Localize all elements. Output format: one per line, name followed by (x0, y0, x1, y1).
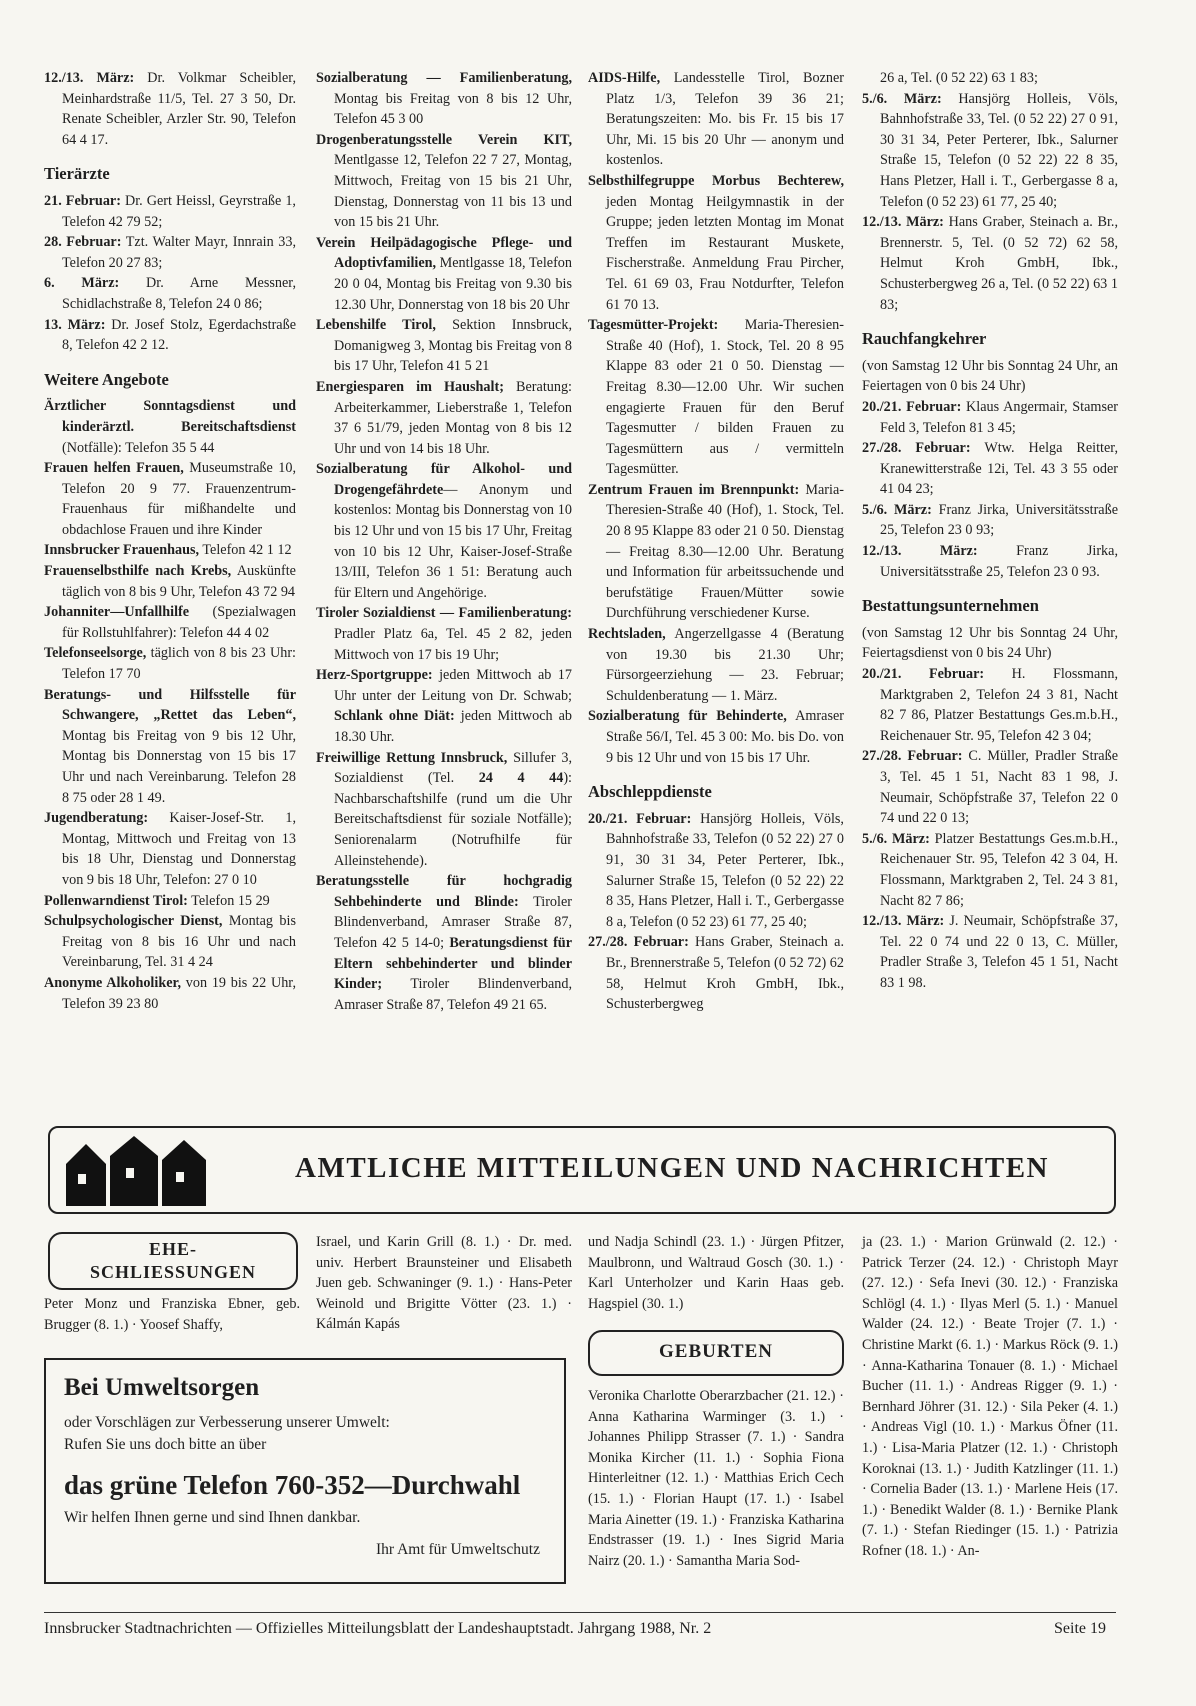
entry (862, 212, 1118, 315)
entry (44, 685, 296, 809)
entry-text: Dr. Gert Heissl, Geyrstraße 1, Telefon 42 79 52; (62, 192, 296, 230)
entry (44, 191, 296, 232)
entry-date: 5./6. März: (862, 90, 942, 107)
entry (862, 664, 1118, 746)
entry-name: Pollenwarndienst Tirol: (44, 892, 188, 909)
entry (44, 561, 296, 602)
marriages-label-line2: SCHLIESSUNGEN (89, 1262, 257, 1282)
entry-text: Hansjörg Holleis, Völs, Bahnhofstraße 33, Tel. (0 52 22) 27 0 91, 30 31 34, Peter Perterer, Ibk., Salurner Straße 15, Telefon (0 52 22) 22 8 35, Hans Pletzer, Hall i. T., Gerbergasse 8 a, Telefon (0 52 23) 61 77, 25 40; (880, 90, 1118, 210)
entry (316, 603, 572, 665)
entry (862, 397, 1118, 438)
entry-date: 12./13. März: (44, 70, 135, 86)
entry-name: Ärztlicher Sonntagsdienst und kinderärztl. Bereitschaftsdienst (44, 398, 296, 435)
entry (44, 602, 296, 643)
footer-divider (44, 1612, 1116, 1613)
entry (588, 809, 844, 933)
town-houses-icon (64, 1134, 234, 1208)
column-4 (862, 68, 1118, 994)
entry (44, 315, 296, 356)
entry (588, 706, 844, 768)
entry (44, 808, 296, 890)
entry-text: Maria-Theresien-Straße 40 (Hof), 1. Stock, Tel. 20 8 95 Klappe 83 oder 21 0 50. Dienstag — Freitag 8.30—12.00 Uhr. Beratung und Information für arbeitssuchende und berufstätige Frauen/Mütter sowie Durchführung verschiedener Kurse. (606, 481, 844, 622)
entry-name: Drogenberatungsstelle Verein KIT, (316, 131, 572, 148)
entry (588, 624, 844, 706)
entry (44, 273, 296, 314)
entry-name: Zentrum Frauen im Brennpunkt: (588, 481, 800, 498)
entry (44, 540, 296, 561)
footer-publication: Innsbrucker Stadtnachrichten — Offizielles Mitteilungsblatt der Landeshauptstadt. Jahrgang 1988, Nr. 2 (44, 1620, 712, 1637)
column-2 (316, 68, 572, 1015)
entry-date: 12./13. März: (862, 913, 945, 930)
entry (316, 233, 572, 315)
entry-date: 20./21. Februar: (862, 398, 962, 415)
entry (44, 232, 296, 273)
entry-date: 28. Februar: (44, 234, 122, 251)
entry-date: 20./21. Februar: (588, 810, 692, 827)
entry-name: Schulpsychologischer Dienst, (44, 913, 223, 930)
marriages-text-cont-2: und Nadja Schindl (23. 1.) · Jürgen Pfitzer, Maulbronn, und Waltraud Gosch (30. 1.) · Karl Unterholzer und Karin Haas geb. Hagspiel (30. 1.) (588, 1234, 844, 1312)
entry (588, 315, 844, 480)
entry-name: AIDS-Hilfe, (588, 70, 661, 86)
entry-name: Frauen helfen Frauen, (44, 460, 184, 477)
entry (44, 643, 296, 684)
entry-text: jeden Mittwoch ab 17 Uhr unter der Leitung von Dr. Schwab; (334, 667, 572, 704)
entry-date: 12./13. März: (862, 214, 944, 231)
entry (862, 746, 1118, 828)
entry-continuation: 26 a, Tel. (0 52 22) 63 1 83; (880, 70, 1038, 86)
entry-name: Tagesmütter-Projekt: (588, 317, 719, 334)
entry-text: Wtw. Helga Reitter, Kranewitterstraße 12i, Tel. 43 3 55 oder 41 04 23; (880, 440, 1118, 498)
births-text-cont: ja (23. 1.) · Marion Grünwald (2. 12.) · Patrick Terzer (24. 12.) · Christoph Mayr (27. 12.) · Sefa Inevi (30. 12.) · Franziska Schlögl (4. 1.) · Ilyas Merl (5. 1.) · Manuel Walder (24. 12.) · Beate Trojer (7. 1.) · Christine Markt (6. 1.) · Markus Röck (9. 1.) · Anna-Katharina Tonauer (8. 1.) · Michael Bucher (11. 1.) · Andreas Rigger (9. 1.) · Bernhard Jöhrer (31. 12.) · Sila Peker (4. 1.) · Andreas Vigl (10. 1.) · Markus Öfner (11. 1.) · Lisa-Maria Platzer (12. 1.) · Christoph Koroknai (13. 1.) · Judith Katzlinger (11. 1.) · Cornelia Bader (13. 1.) · Marlene Heis (17. 1.) · Benedikt Walder (8. 1.) · Bernike Plank (7. 1.) · Stefan Riedinger (15. 1.) · Patrizia Rofner (18. 1.) · An- (862, 1234, 1118, 1559)
entry-text: jeden Mittwoch ab 18.30 Uhr. (334, 708, 572, 745)
entry-date: 13. März: (44, 316, 106, 333)
entry-text: Franz Jirka, Universitätsstraße 25, Telefon 23 0 93; (880, 501, 1118, 539)
entry-text: Montag bis Freitag von 8 bis 16 Uhr und nach Vereinbarung, Tel. 31 4 24 (62, 913, 296, 971)
entry-text: Landesstelle Tirol, Bozner Platz 1/3, Telefon 39 36 21; Beratungszeiten: Mo. bis Fr. 15 bis 17 Uhr, Mi. 15 bis 20 Uhr — anonym und kostenlos. (606, 70, 844, 169)
marriages-text: Peter Monz und Franziska Ebner, geb. Brugger (8. 1.) · Yoosef Shaffy, (44, 1296, 300, 1333)
entry-text: Sillufer 3, Sozialdienst (Tel. (334, 749, 572, 787)
entry-text: Telefon 42 1 12 (199, 542, 292, 559)
entry-name: Sozialberatung für Behinderte, (588, 708, 787, 725)
entry-name: Lebenshilfe Tirol, (316, 317, 436, 334)
births-text: Veronika Charlotte Oberarzbacher (21. 12.) · Anna Katharina Warminger (3. 1.) · Johannes Philipp Strasser (7. 1.) · Sandra Monika Kircher (11. 1.) · Sophia Fiona Hinterleitner (12. 1.) · Matthias Erich Cech (15. 1.) · Florian Haupt (17. 1.) · Isabel Maria Ainetter (19. 1.) · Franziska Katharina Endstrasser (19. 1.) · Ines Sigrid Maria Nairz (20. 1.) · Samantha Maria Sod- (588, 1388, 844, 1569)
entry (44, 68, 296, 150)
entry-text: Tzt. Walter Mayr, Innrain 33, Telefon 20 27 83; (62, 234, 296, 271)
entry-text: Hans Graber, Steinach a. Br., Brennerstr. 5, Tel. (0 52 72) 62 58, Helmut Kroh GmbH, Ibk., Schusterbergweg 26 a, Tel. (0 52 22) 63 1 83; (880, 214, 1119, 313)
entry (862, 438, 1118, 500)
entry-text: Montag bis Freitag von 8 bis 12 Uhr, Telefon 45 3 00 (334, 90, 572, 128)
entry-name: Johanniter—Unfallhilfe (44, 604, 190, 621)
environment-heading: Bei Umweltsorgen (64, 1374, 260, 1401)
marriages-text-cont: Israel, und Karin Grill (8. 1.) · Dr. med. univ. Herbert Braunsteiner und Elisabeth Juen geb. Schwaninger (9. 1.) · Hans-Peter Weinold und Brigitte Vötter (23. 1.) · Kálmán Kapás (316, 1234, 572, 1333)
environment-notice-box (44, 1358, 566, 1584)
environment-line-3: Wir helfen Ihnen gerne und sind Ihnen dankbar. (64, 1509, 361, 1526)
entry-date: 6. März: (44, 275, 120, 292)
entry-date: 12./13. März: (862, 543, 978, 560)
section-heading-rauchfangkehrer: Rauchfangkehrer (862, 329, 987, 349)
entry-name: Energiesparen im Haushalt; (316, 378, 504, 395)
entry-text: (Spezialwagen für Rollstuhlfahrer): Telefon 44 4 02 (62, 604, 296, 641)
entry-text: Museumstraße 10, Telefon 20 9 77. Frauenzentrum-Frauenhaus für mißhandelte und obdachlose Frauen und ihre Kinder (62, 460, 296, 538)
section-heading-weitere: Weitere Angebote (44, 369, 169, 389)
section-heading-bestattung: Bestattungsunternehmen (862, 596, 1039, 616)
entry-text: Pradler Platz 6a, Tel. 45 2 82, jeden Mittwoch von 17 bis 19 Uhr; (334, 626, 572, 663)
entry (316, 68, 572, 130)
entry (862, 89, 1118, 213)
entry-date: 27./28. Februar: (588, 934, 689, 951)
entry-text: ): Nachbarschaftshilfe (rund um die Uhr Bereitschaftsdienst für soziale Notfälle); Seniorenalarm (Notrufhilfe für Alleinstehende). (334, 770, 572, 869)
entry-name: Beratungsstelle für hochgradig Sehbehinderte und Blinde: (316, 873, 572, 910)
section-heading-abschlepp: Abschleppdienste (588, 782, 712, 802)
entry-text: Amraser Straße 56/I, Tel. 45 3 00: Mo. bis Do. von 9 bis 12 Uhr und von 15 bis 17 Uhr. (606, 708, 844, 766)
entry-text: Telefon 15 29 (187, 892, 270, 909)
entry-text: Tiroler Blindenverband, Amraser Straße 87, Telefon 42 5 14-0; (334, 893, 572, 951)
banner-title: AMTLICHE MITTEILUNGEN UND NACHRICHTEN (295, 1152, 1049, 1184)
entry-text: — Anonym und kostenlos: Montag bis Donnerstag von 10 bis 12 Uhr und von 15 bis 17 Uhr, Freitag von 10 bis 12 Uhr, Kaiser-Josef-Straße 13/III, Telefon 36 1 51: Beratung auch für Eltern und Angehörige. (334, 481, 572, 601)
entry-text: Auskünfte täglich von 8 bis 9 Uhr, Telefon 43 72 94 (62, 563, 296, 600)
entry-text: Tiroler Blindenverband, Amraser Straße 87, Telefon 49 21 65. (334, 976, 572, 1013)
entry (862, 829, 1118, 911)
entry-text: H. Flossmann, Marktgraben 2, Telefon 24 3 81, Nacht 82 7 86, Platzer Bestattungs Ges.m.b.H., Reichenauer Str. 95, Telefon 42 3 04; (880, 666, 1118, 744)
entry-text: Beratung: Arbeiterkammer, Lieberstraße 1, Telefon 37 6 51/79, jeden Montag von 8 bis 12 Uhr und von 14 bis 18 Uhr. (334, 378, 572, 457)
entry-text: Sektion Innsbruck, Domanigweg 3, Montag bis Freitag von 8 bis 17 Uhr, Telefon 41 5 21 (334, 317, 572, 375)
entry (588, 932, 844, 1014)
entry-text: Dr. Volkmar Scheibler, Meinhardstraße 11/5, Tel. 27 3 50, Dr. Renate Scheibler, Arzler Str. 90, Telefon 64 4 17. (62, 70, 296, 148)
entry-name: Sozialberatung — Familienberatung, (316, 70, 572, 86)
entry-date: 20./21. Februar: (862, 666, 985, 683)
entry-text: Hans Graber, Steinach a. Br., Brennerstraße 5, Telefon (0 52 72) 62 58, Helmut Kroh GmbH, Ibk., Schusterbergweg (606, 934, 844, 1013)
entry (44, 911, 296, 973)
entry-text: Klaus Angermair, Stamser Feld 3, Telefon 81 3 45; (880, 398, 1118, 436)
entry-text: J. Neumair, Schöpfstraße 37, Tel. 22 0 74 und 22 0 13, C. Müller, Pradler Straße 3, Telefon 45 1 51, Nacht 83 1 98. (880, 913, 1118, 991)
entry-text: Maria-Theresien-Straße 40 (Hof), 1. Stock, Tel. 20 8 95 Klappe 83 oder 21 0 50. Dienstag — Freitag 8.30—12.00 Uhr. Wir suchen engagierte Frauen für den Beruf Tagesmutter / bilden Frauen zu Tagesmüttern aus / vermitteln Tagesmütter. (606, 317, 844, 478)
entry-name: Innsbrucker Frauenhaus, (44, 542, 200, 559)
entry-date: 21. Februar: (44, 192, 121, 209)
entry-text: Mentlgasse 18, Telefon 20 0 04, Montag bis Freitag von 9.30 bis 12.30 Uhr, Donnerstag von 18 bis 20 Uhr (334, 255, 572, 313)
entry-text: Kaiser-Josef-Str. 1, Montag, Mittwoch und Freitag von 13 bis 18 Uhr, Dienstag und Donnerstag von 9 bis 18 Uhr, Telefon: 27 0 10 (62, 810, 296, 888)
entry (316, 748, 572, 872)
entry-name: Jugendberatung: (44, 810, 149, 827)
entry-text: von 19 bis 22 Uhr, Telefon 39 23 80 (62, 974, 296, 1012)
entry-date: 27./28. Februar: (862, 748, 963, 765)
environment-line-1: oder Vorschlägen zur Verbesserung unserer Umwelt: (64, 1414, 390, 1431)
entry-name: Beratungs- und Hilfsstelle für Schwangere, „Rettet das Leben“, (44, 686, 296, 724)
page-number: Seite 19 (1054, 1620, 1106, 1637)
entry (862, 541, 1118, 582)
entry-text: Dr. Josef Stolz, Egerdachstraße 8, Telefon 42 2 12. (62, 316, 296, 354)
entry-text: Platzer Bestattungs Ges.m.b.H., Reichenauer Str. 95, Telefon 42 3 04, H. Flossmann, Marktgraben 2, Tel. 24 3 81, Nacht 82 7 86; (880, 830, 1118, 909)
column-3 (588, 68, 844, 1015)
entry-name: 24 4 44 (478, 770, 564, 787)
entry (316, 377, 572, 459)
marriages-label-line1: EHE- (148, 1239, 197, 1259)
entry (862, 500, 1118, 541)
entry-date: 5./6. März: (862, 501, 932, 518)
entry (316, 871, 572, 1015)
entry-name: Rechtsladen, (588, 626, 666, 643)
entry-name: Anonyme Alkoholiker, (44, 974, 182, 991)
section-banner (48, 1126, 1116, 1214)
entry (44, 891, 296, 912)
entry-name: Verein Heilpädagogische Pflege- und Adoptivfamilien, (316, 234, 572, 272)
entry (316, 459, 572, 603)
entry-name: Tiroler Sozialdienst — Familienberatung: (316, 605, 572, 622)
entry (588, 171, 844, 315)
entry-name: Freiwillige Rettung Innsbruck, (316, 749, 508, 766)
entry-text: jeden Montag Heilgymnastik in der Gruppe; jeden letzten Montag im Monat Treffen im Restaurant Muskete, Fischerstraße. Anmeldung Frau Pircher, Tel. 61 69 03, Frau Notdurfter, Telefon 61 70 13. (606, 193, 844, 313)
entry (588, 68, 844, 171)
section-intro: (von Samstag 12 Uhr bis Sonntag 24 Uhr, an Feiertagen von 0 bis 24 Uhr) (862, 357, 1118, 395)
entry-name: Schlank ohne Diät: (334, 708, 455, 725)
entry-date: 27./28. Februar: (862, 440, 971, 457)
entry (316, 665, 572, 747)
entry (44, 458, 296, 540)
entry (588, 480, 844, 624)
entry-name: Herz-Sportgruppe: (316, 667, 433, 684)
entry (316, 315, 572, 377)
entry-name: Frauenselbsthilfe nach Krebs, (44, 563, 232, 580)
marriages-label-box (48, 1232, 298, 1290)
entry-text: Dr. Arne Messner, Schidlachstraße 8, Telefon 24 0 86; (62, 275, 296, 312)
entry-name: Beratungsdienst für Eltern sehbehinderter und blinder Kinder; (334, 934, 572, 993)
entry (316, 130, 572, 233)
entry-name: Telefonseelsorge, (44, 645, 147, 662)
entry-date: 5./6. März: (862, 830, 930, 847)
entry-text: täglich von 8 bis 23 Uhr: Telefon 17 70 (62, 645, 296, 683)
entry (44, 396, 296, 458)
entry-text: Hansjörg Holleis, Völs, Bahnhofstraße 33, Telefon (0 52 22) 27 0 91, 30 31 34, Peter Perterer, Ibk., Salurner Straße 15, Telefon (0 52 22) 22 8 35, Hans Pletzer, Hall i. T., Gerbergasse 8 a, Telefon (0 52 23) 61 77, 25 40; (606, 810, 844, 930)
entry (44, 973, 296, 1014)
environment-phone: das grüne Telefon 760-352—Durchwahl (64, 1470, 521, 1500)
entry-text: Montag bis Freitag von 9 bis 12 Uhr, Montag bis Donnerstag von 15 bis 17 Uhr und nach Vereinbarung. Telefon 28 8 75 oder 28 1 49. (62, 727, 296, 806)
section-intro: (von Samstag 12 Uhr bis Sonntag 24 Uhr, Feiertagsdienst von 0 bis 24 Uhr) (862, 624, 1118, 662)
entry-text: C. Müller, Pradler Straße 3, Tel. 45 1 51, Nacht 83 1 98, J. Neumair, Schöpfstraße 37, Telefon 22 0 74 und 22 0 13; (880, 748, 1118, 827)
entry-name: Sozialberatung für Alkohol- und Drogengefährdete (316, 461, 572, 498)
entry-text: (Notfälle): Telefon 35 5 44 (62, 439, 215, 456)
environment-signature: Ihr Amt für Umweltschutz (375, 1541, 540, 1558)
section-heading-tierarzte: Tierärzte (44, 164, 110, 184)
births-label: GEBURTEN (659, 1341, 773, 1362)
entry-text: Franz Jirka, Universitätsstraße 25, Telefon 23 0 93. (880, 543, 1118, 580)
environment-line-2: Rufen Sie uns doch bitte an über (64, 1436, 267, 1453)
entry-text: Mentlgasse 12, Telefon 22 7 27, Montag, Mittwoch, Freitag von 15 bis 21 Uhr, Dienstag, Donnerstag von 11 bis 13 und von 15 bis 21 Uhr. (334, 152, 572, 231)
births-label-box (588, 1330, 844, 1376)
entry-name: Selbsthilfegruppe Morbus Bechterew, (588, 172, 844, 189)
entry (862, 911, 1118, 993)
column-1 (44, 68, 296, 1014)
entry-text: Angerzellgasse 4 (Beratung von 19.30 bis 21.30 Uhr; Fürsorgeerziehung — 23. Februar; Schuldenberatung — 1. März. (606, 626, 844, 704)
